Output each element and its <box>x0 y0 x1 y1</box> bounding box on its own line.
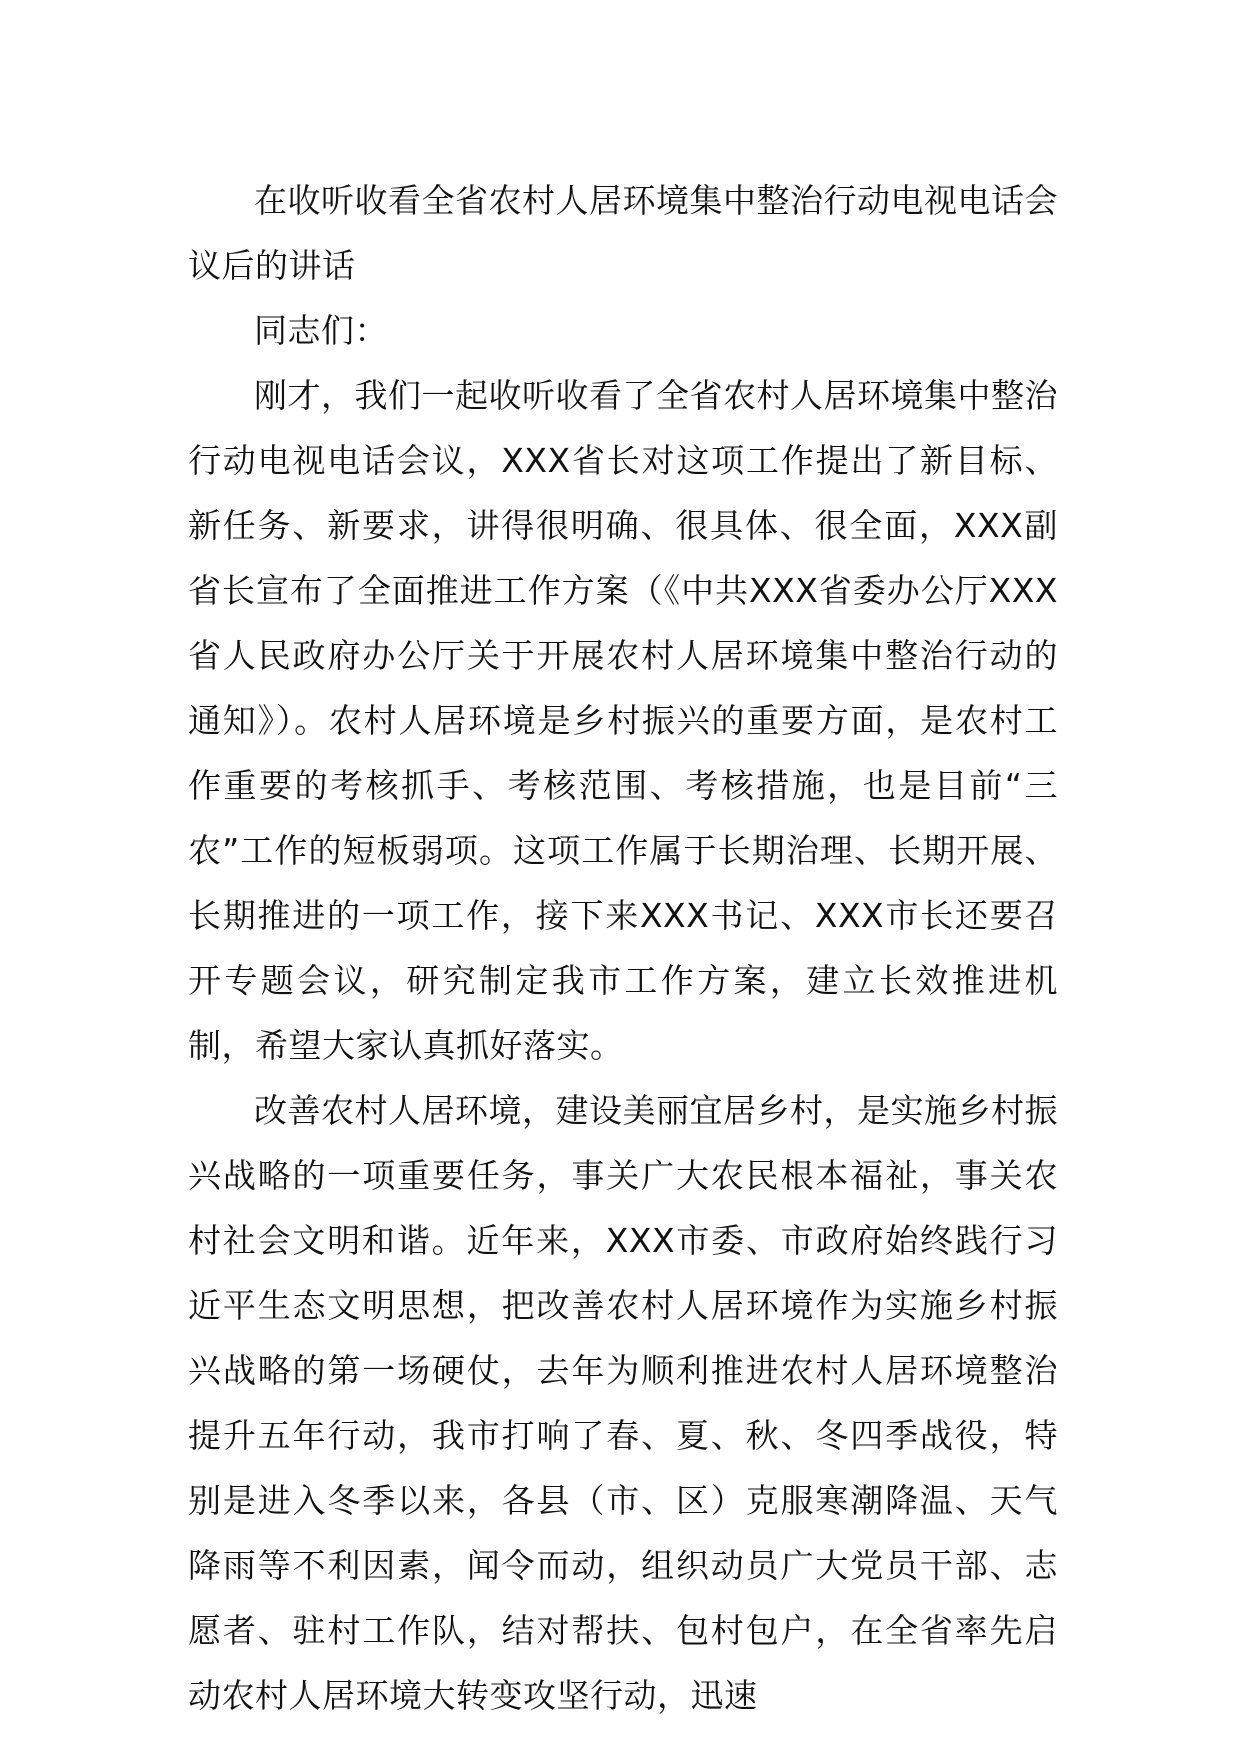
document-body <box>188 168 1058 1728</box>
paragraph-2: 改善农村人居环境，建设美丽宜居乡村，是实施乡村振兴战略的一项重要任务，事关广大农民根本福祉，事关农村社会文明和谐。近年来，XXX市委、市政府始终践行习近平生态文明思想，把改善农村人居环境作为实施乡村振兴战略的第一场硬仗，去年为顺利推进农村人居环境整治提升五年行动，我市打响了春、夏、秋、冬四季战役，特别是进入冬季以来，各县（市、区）克服寒潮降温、天气降雨等不利因素，闻令而动，组织动员广大党员干部、志愿者、驻村工作队，结对帮扶、包村包户，在全省率先启动农村人居环境大转变攻坚行动，迅速 <box>188 1091 1058 1715</box>
document-title: 在收听收看全省农村人居环境集中整治行动电视电话会议后的讲话 <box>188 181 1058 285</box>
salutation: 同志们： <box>254 311 388 350</box>
paragraph-1: 刚才，我们一起收听收看了全省农村人居环境集中整治行动电视电话会议，XXX省长对这项工作提出了新目标、新任务、新要求，讲得很明确、很具体、很全面，XXX副省长宣布了全面推进工作方案（《中共XXX省委办公厅XXX省人民政府办公厅关于开展农村人居环境集中整治行动的通知》）。农村人居环境是乡村振兴的重要方面，是农村工作重要的考核抓手、考核范围、考核措施，也是目前“三农”工作的短板弱项。这项工作属于长期治理、长期开展、长期推进的一项工作，接下来XXX书记、XXX市长还要召开专题会议，研究制定我市工作方案，建立长效推进机制，希望大家认真抓好落实。 <box>188 376 1058 1065</box>
